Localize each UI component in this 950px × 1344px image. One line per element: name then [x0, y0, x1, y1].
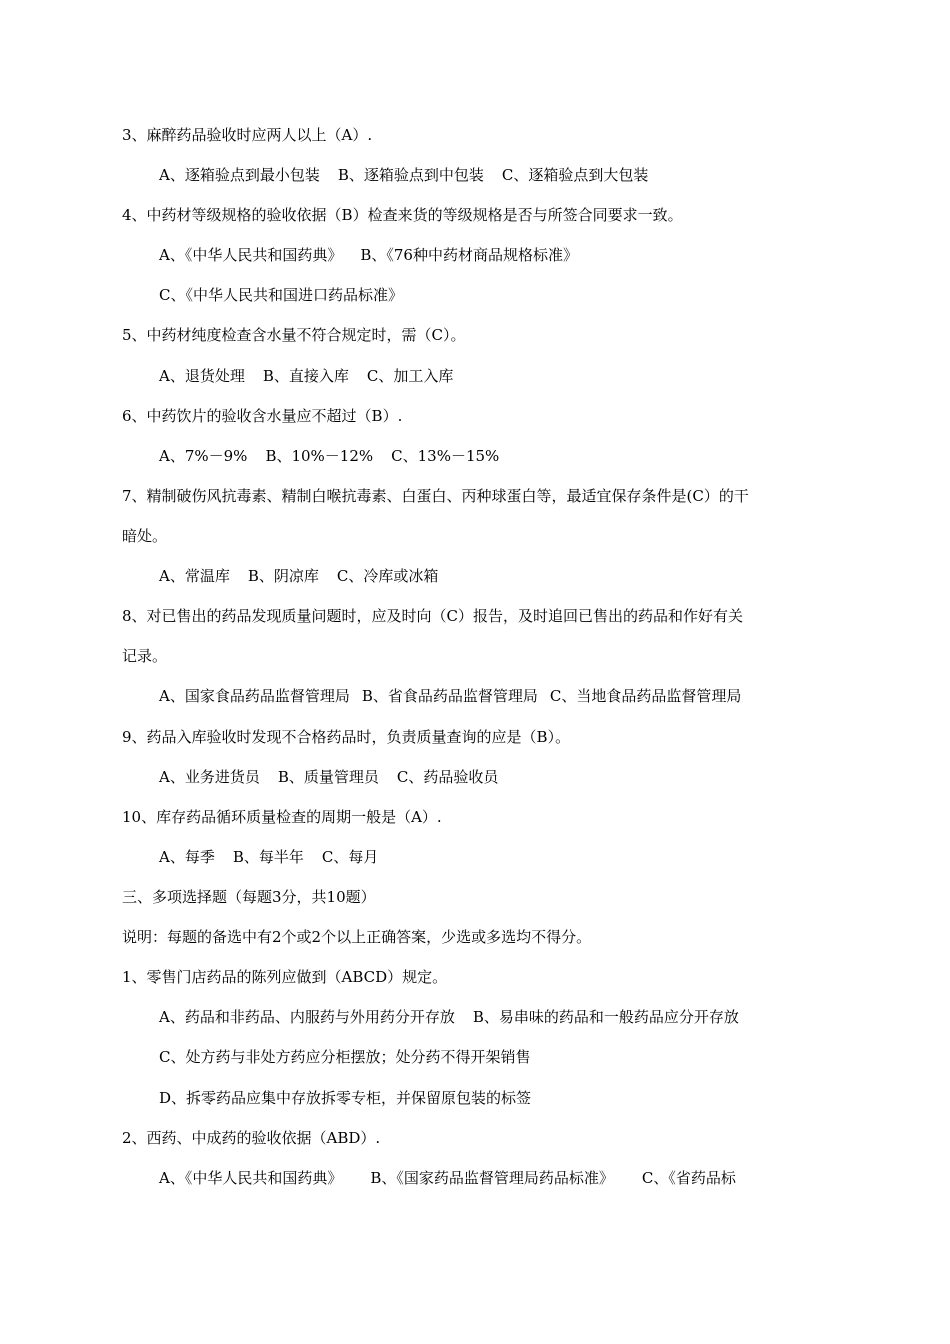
question-9-options	[159, 767, 840, 787]
option-c: C、处方药与非处方药应分柜摆放；处分药不得开架销售	[159, 1048, 531, 1066]
option-a: A、《中华人民共和国药典》	[159, 1169, 343, 1187]
section-3-title: 三、多项选择题（每题3分，共10题）	[122, 888, 376, 906]
option-b: B、逐箱验点到中包装	[337, 166, 484, 184]
question-10-options	[159, 847, 840, 867]
option-a: A、每季	[159, 848, 215, 866]
option-c: C、《中华人民共和国进口药品标准》	[159, 286, 403, 304]
question-8-stem-line-2: 记录。	[122, 647, 168, 665]
question-8-options	[159, 686, 840, 706]
option-b: B、质量管理员	[277, 768, 379, 786]
option-b: B、省食品药品监督管理局	[361, 687, 538, 705]
option-a: A、逐箱验点到最小包装	[159, 166, 320, 184]
option-d: D、拆零药品应集中存放拆零专柜，并保留原包装的标签	[159, 1089, 532, 1107]
option-a: A、7%－9%	[159, 447, 248, 465]
multi-question-2-stem: 2、西药、中成药的验收依据（ABD）.	[122, 1129, 381, 1147]
question-9-stem: 9、药品入库验收时发现不合格药品时，负责质量查询的应是（B）。	[122, 728, 571, 746]
question-6-stem: 6、中药饮片的验收含水量应不超过（B）.	[122, 407, 403, 425]
question-4-options	[159, 245, 840, 265]
question-7-stem-line-1: 7、精制破伤风抗毒素、精制白喉抗毒素、白蛋白、丙种球蛋白等，最适宜保存条件是(C）的干	[122, 487, 749, 505]
option-a: A、常温库	[159, 567, 230, 585]
multi-question-2-options	[159, 1168, 840, 1188]
multi-question-1-stem: 1、零售门店药品的陈列应做到（ABCD）规定。	[122, 968, 448, 986]
question-5-options	[159, 366, 840, 386]
question-4-stem: 4、中药材等级规格的验收依据（B）检查来货的等级规格是否与所签合同要求一致。	[122, 206, 683, 224]
question-6-options	[159, 446, 840, 466]
question-7-options	[159, 566, 840, 586]
option-a: A、药品和非药品、内服药与外用药分开存放	[159, 1008, 455, 1026]
option-c: C、加工入库	[366, 367, 454, 385]
option-c: C、冷库或冰箱	[336, 567, 439, 585]
multi-question-1-options	[159, 1007, 840, 1027]
option-b: B、《国家药品监督管理局药品标准》	[370, 1169, 614, 1187]
option-a: A、业务进货员	[159, 768, 260, 786]
question-5-stem: 5、中药材纯度检查含水量不符合规定时，需（C）。	[122, 326, 466, 344]
question-10-stem: 10、库存药品循环质量检查的周期一般是（A）.	[122, 808, 442, 826]
option-c: C、逐箱验点到大包装	[501, 166, 649, 184]
option-a: A、《中华人民共和国药典》	[159, 246, 343, 264]
option-c: C、每月	[321, 848, 379, 866]
option-c: C、《省药品标	[641, 1169, 736, 1187]
question-8-stem-line-1: 8、对已售出的药品发现质量问题时，应及时向（C）报告，及时追回已售出的药品和作好有关	[122, 607, 744, 625]
option-b: B、阴凉库	[247, 567, 319, 585]
option-b: B、《76种中药材商品规格标准》	[360, 246, 578, 264]
option-c: C、13%－15%	[391, 447, 500, 465]
option-b: B、10%－12%	[265, 447, 374, 465]
section-3-note: 说明：每题的备选中有2个或2个以上正确答案，少选或多选均不得分。	[122, 928, 592, 946]
option-c: C、药品验收员	[396, 768, 499, 786]
option-a: A、退货处理	[159, 367, 245, 385]
option-b: B、易串味的药品和一般药品应分开存放	[472, 1008, 739, 1026]
option-b: B、直接入库	[262, 367, 349, 385]
option-a: A、国家食品药品监督管理局	[159, 687, 350, 705]
question-3-options	[159, 165, 840, 185]
option-c: C、当地食品药品监督管理局	[549, 687, 742, 705]
question-3-stem: 3、麻醉药品验收时应两人以上（A）.	[122, 126, 373, 144]
question-7-stem-line-2: 暗处。	[122, 527, 168, 545]
option-b: B、每半年	[232, 848, 304, 866]
